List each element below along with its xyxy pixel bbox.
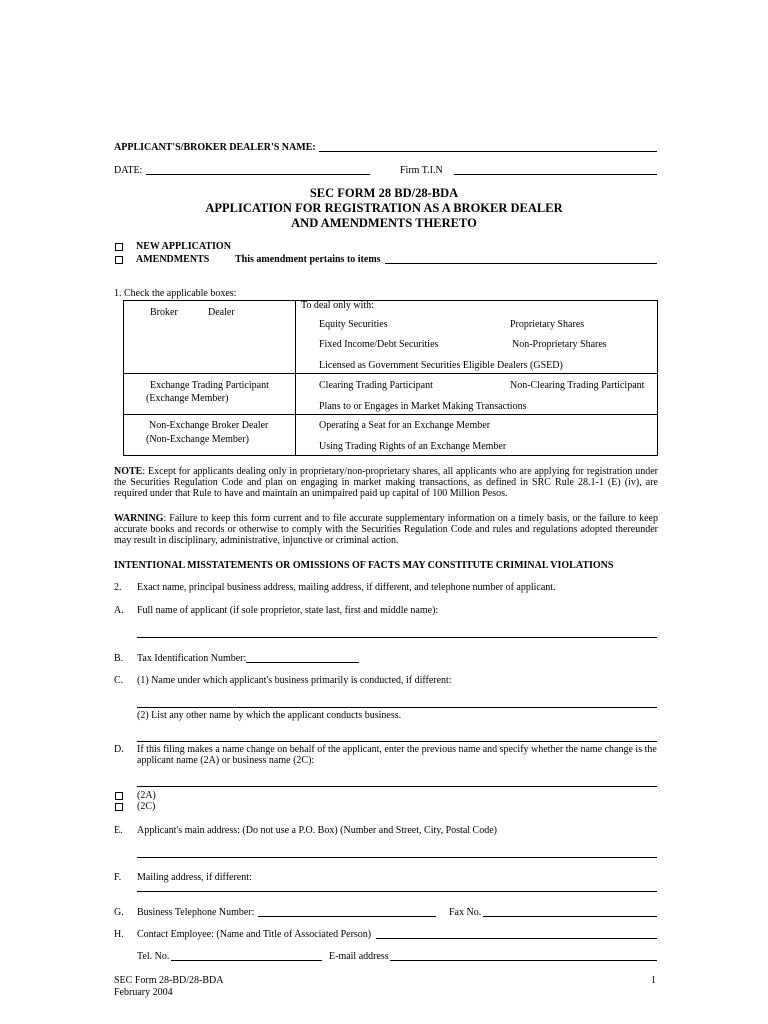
option-2c-checkbox[interactable] [115, 803, 123, 811]
fixed-income-option[interactable]: Fixed Income/Debt Securities [319, 339, 439, 350]
section1-heading: 1. Check the applicable boxes: [114, 288, 237, 299]
form-title-line1: SEC FORM 28 BD/28-BDA [309, 186, 459, 200]
item-2-text: Exact name, principal business address, mailing address, if different, and telephone number of applicant. [137, 582, 556, 593]
item-d-letter: D. [114, 744, 124, 755]
item-h-letter: H. [114, 929, 124, 940]
warning-label: WARNING [114, 513, 164, 524]
item-e-text: Applicant's main address: (Do not use a P.O. Box) (Number and Street, City, Postal Code) [137, 825, 497, 836]
email-label: E-mail address [329, 951, 389, 962]
equity-securities-option[interactable]: Equity Securities [319, 319, 388, 330]
tel-label: Tel. No. [137, 951, 170, 962]
non-clearing-trading-participant-option[interactable]: Non-Clearing Trading Participant [510, 380, 645, 391]
footer-form-name: SEC Form 28-BD/28-BDA [114, 975, 224, 986]
criminal-violations-notice: INTENTIONAL MISSTATEMENTS OR OMISSIONS OF FACTS MAY CONSTITUTE CRIMINAL VIOLATIONS [114, 560, 614, 571]
exchange-trading-participant-option[interactable]: Exchange Trading Participant [150, 380, 269, 391]
item-g-text: Business Telephone Number: [137, 907, 255, 918]
other-names-field[interactable] [137, 741, 657, 742]
item-b-letter: B. [114, 653, 124, 664]
option-2c-label: (2C) [137, 801, 156, 812]
item-f-letter: F. [114, 872, 122, 883]
applicant-name-label: APPLICANT'S/BROKER DEALER'S NAME: [114, 142, 316, 153]
amendments-label: AMENDMENTS [136, 254, 210, 265]
contact-employee-field[interactable] [376, 938, 657, 939]
non-proprietary-shares-option[interactable]: Non-Proprietary Shares [512, 339, 607, 350]
new-application-checkbox[interactable] [115, 243, 123, 251]
fax-label: Fax No. [449, 907, 482, 918]
option-2a-checkbox[interactable] [115, 792, 123, 800]
amendment-note-label: This amendment pertains to items [235, 254, 381, 265]
item-a-letter: A. [114, 605, 124, 616]
proprietary-shares-option[interactable]: Proprietary Shares [510, 319, 585, 330]
item-c-text: (1) Name under which applicant's business primarily is conducted, if different: [137, 675, 452, 686]
note-label: NOTE [114, 466, 143, 477]
deal-only-label: To deal only with: [301, 300, 374, 311]
item-g-letter: G. [114, 907, 124, 918]
note-text: : Except for applicants dealing only in proprietary/non-proprietary shares, all applicants who are applying for registration under the Securities Regulation Code and plan on engaging in market making transactions, as defined in SRC Rule 28.1-1 (E) (iv), are required under that Rule to have and maintain an unimpaired paid up capital of 100 Million Pesos. [114, 466, 658, 499]
date-field[interactable] [146, 174, 370, 175]
page-number: 1 [651, 975, 656, 986]
non-exchange-member-label: (Non-Exchange Member) [146, 434, 250, 445]
form-title-line2: APPLICATION FOR REGISTRATION AS A BROKER DEALER [205, 201, 563, 215]
full-name-field[interactable] [137, 637, 657, 638]
item-c2-text: (2) List any other name by which the applicant conducts business. [137, 710, 402, 721]
business-name-field[interactable] [137, 707, 657, 708]
amendment-items-field[interactable] [385, 263, 657, 264]
amendments-checkbox[interactable] [115, 256, 123, 264]
item-c-letter: C. [114, 675, 124, 686]
fax-field[interactable] [483, 916, 657, 917]
mailing-address-field[interactable] [137, 891, 657, 892]
email-field[interactable] [390, 960, 657, 961]
warning-paragraph [114, 513, 658, 546]
non-exchange-broker-dealer-option[interactable]: Non-Exchange Broker Dealer [149, 420, 269, 431]
dealer-option[interactable]: Dealer [208, 307, 235, 318]
item-h-text: Contact Employee: (Name and Title of Associated Person) [137, 929, 372, 940]
tax-id-field[interactable] [246, 662, 359, 663]
new-application-label: NEW APPLICATION [136, 241, 231, 252]
tin-field[interactable] [454, 174, 657, 175]
previous-name-field[interactable] [137, 786, 657, 787]
form-title-line3: AND AMENDMENTS THERETO [291, 216, 477, 230]
clearing-trading-participant-option[interactable]: Clearing Trading Participant [319, 380, 433, 391]
footer-date: February 2004 [114, 987, 173, 998]
tel-field[interactable] [171, 960, 322, 961]
date-label: DATE: [114, 165, 143, 176]
gsed-option[interactable]: Licensed as Government Securities Eligible Dealers (GSED) [319, 360, 563, 371]
main-address-field[interactable] [137, 857, 657, 858]
broker-option[interactable]: Broker [150, 307, 178, 318]
tin-label: Firm T.I.N [400, 165, 443, 176]
business-telephone-field[interactable] [258, 916, 436, 917]
item-b-text: Tax Identification Number: [137, 653, 247, 664]
item-e-letter: E. [114, 825, 123, 836]
warning-text: : Failure to keep this form current and to file accurate supplementary information on a timely basis, or the failure to keep accurate books and records or otherwise to comply with the Securities Regulation Code and rules and regulations adopted thereunder may result in disciplinary, administrative, injunctive or criminal action. [114, 513, 658, 546]
note-paragraph [114, 466, 658, 499]
trading-rights-option[interactable]: Using Trading Rights of an Exchange Member [319, 441, 507, 452]
option-2a-label: (2A) [137, 790, 156, 801]
exchange-member-label: (Exchange Member) [146, 393, 229, 404]
item-2-number: 2. [114, 582, 122, 593]
operating-seat-option[interactable]: Operating a Seat for an Exchange Member [319, 420, 491, 431]
market-making-option[interactable]: Plans to or Engages in Market Making Transactions [319, 401, 527, 412]
item-a-text: Full name of applicant (if sole proprietor, state last, first and middle name): [137, 605, 439, 616]
item-d-text: If this filing makes a name change on behalf of the applicant, enter the previous name and specify whether the name change is the applicant name (2A) or business name (2C): [137, 744, 657, 766]
applicant-name-field[interactable] [319, 151, 657, 152]
item-f-text: Mailing address, if different: [137, 872, 252, 883]
